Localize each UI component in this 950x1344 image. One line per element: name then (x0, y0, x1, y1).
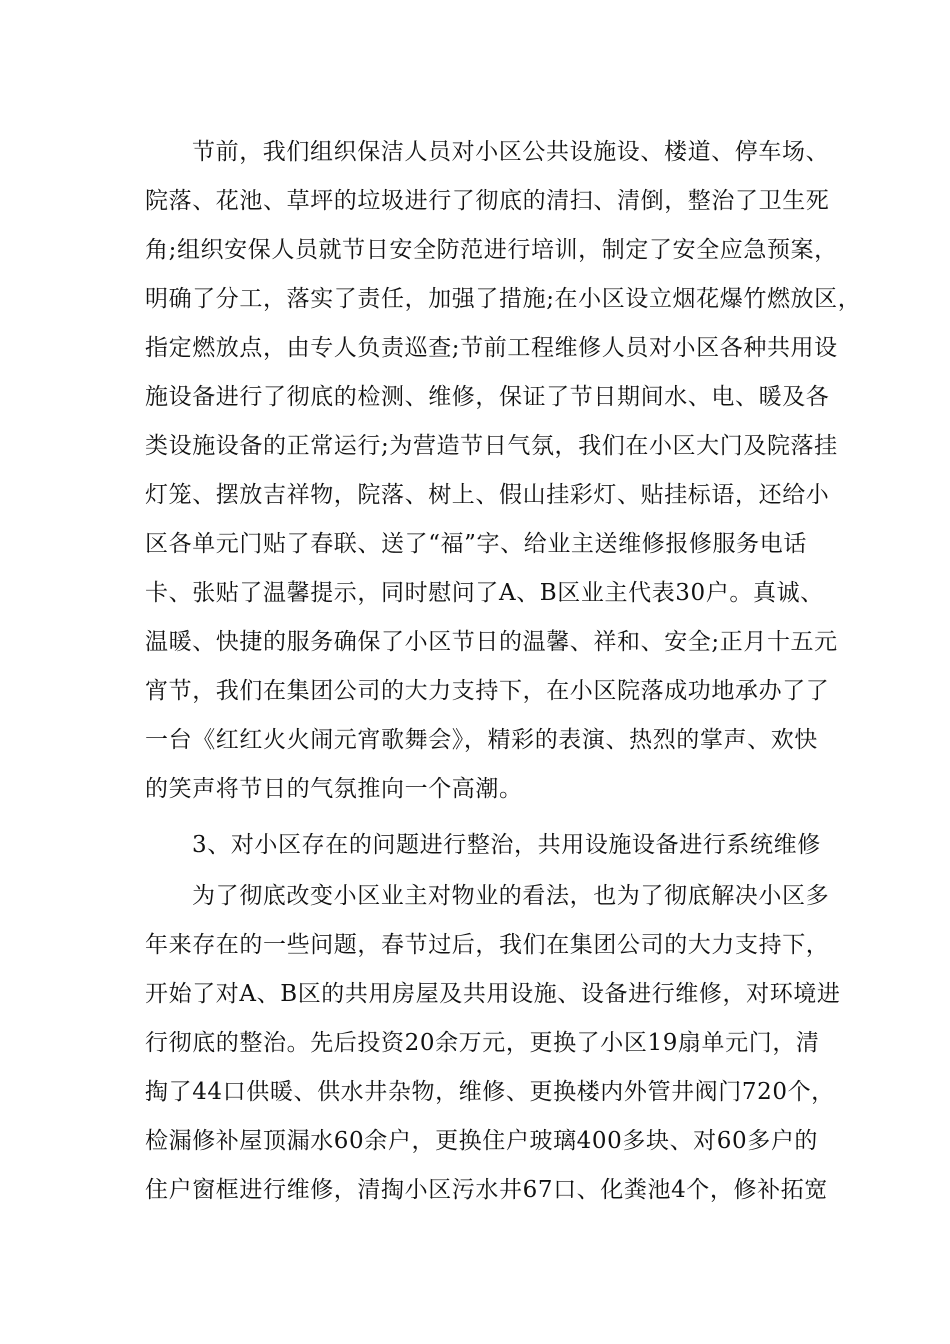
paragraph-2-line-5: 掏了44口供暖、供水井杂物，维修、更换楼内外管井阀门720个， (145, 1079, 835, 1105)
paragraph-1-line-7: 类设施设备的正常运行;为营造节日气氛，我们在小区大门及院落挂 (145, 433, 838, 459)
paragraph-2-line-2: 年来存在的一些问题，春节过后，我们在集团公司的大力支持下， (145, 932, 830, 958)
paragraph-2-line-7: 住户窗框进行维修，清掏小区污水井67口、化粪池4个，修补拓宽 (145, 1177, 828, 1203)
paragraph-1-line-6: 施设备进行了彻底的检测、维修，保证了节日期间水、电、暖及各 (145, 384, 830, 410)
paragraph-1-line-4: 明确了分工，落实了责任，加强了措施;在小区设立烟花爆竹燃放区， (145, 286, 862, 312)
paragraph-2-line-4: 行彻底的整治。先后投资20余万元，更换了小区19扇单元门，清 (145, 1030, 820, 1056)
paragraph-1-line-11: 温暖、快捷的服务确保了小区节日的温馨、祥和、安全;正月十五元 (145, 629, 838, 655)
paragraph-1-line-10: 卡、张贴了温馨提示，同时慰问了A、B区业主代表30户。真诚、 (145, 580, 824, 606)
section-heading-3: 3、对小区存在的问题进行整治，共用设施设备进行系统维修 (192, 832, 821, 858)
paragraph-2-line-1: 为了彻底改变小区业主对物业的看法，也为了彻底解决小区多 (192, 883, 830, 909)
paragraph-1-line-1: 节前，我们组织保洁人员对小区公共设施设、楼道、停车场、 (192, 139, 830, 165)
paragraph-1-line-14: 的笑声将节日的气氛推向一个高潮。 (145, 776, 523, 802)
paragraph-2-line-6: 检漏修补屋顶漏水60余户，更换住户玻璃400多块、对60多户的 (145, 1128, 819, 1154)
paragraph-1-line-3: 角;组织安保人员就节日安全防范进行培训，制定了安全应急预案， (145, 237, 838, 263)
paragraph-1-line-5: 指定燃放点，由专人负责巡查;节前工程维修人员对小区各种共用设 (145, 335, 838, 361)
paragraph-1-line-13: 一台《红红火火闹元宵歌舞会》，精彩的表演、热烈的掌声、欢快 (145, 727, 818, 753)
paragraph-1-line-9: 区各单元门贴了春联、送了“福”字、给业主送维修报修服务电话 (145, 531, 807, 557)
paragraph-1-line-12: 宵节，我们在集团公司的大力支持下，在小区院落成功地承办了了 (145, 678, 830, 704)
paragraph-1-line-8: 灯笼、摆放吉祥物，院落、树上、假山挂彩灯、贴挂标语，还给小 (145, 482, 830, 508)
paragraph-2-line-3: 开始了对A、B区的共用房屋及共用设施、设备进行维修，对环境进 (145, 981, 841, 1007)
paragraph-1-line-2: 院落、花池、草坪的垃圾进行了彻底的清扫、清倒，整治了卫生死 (145, 188, 830, 214)
